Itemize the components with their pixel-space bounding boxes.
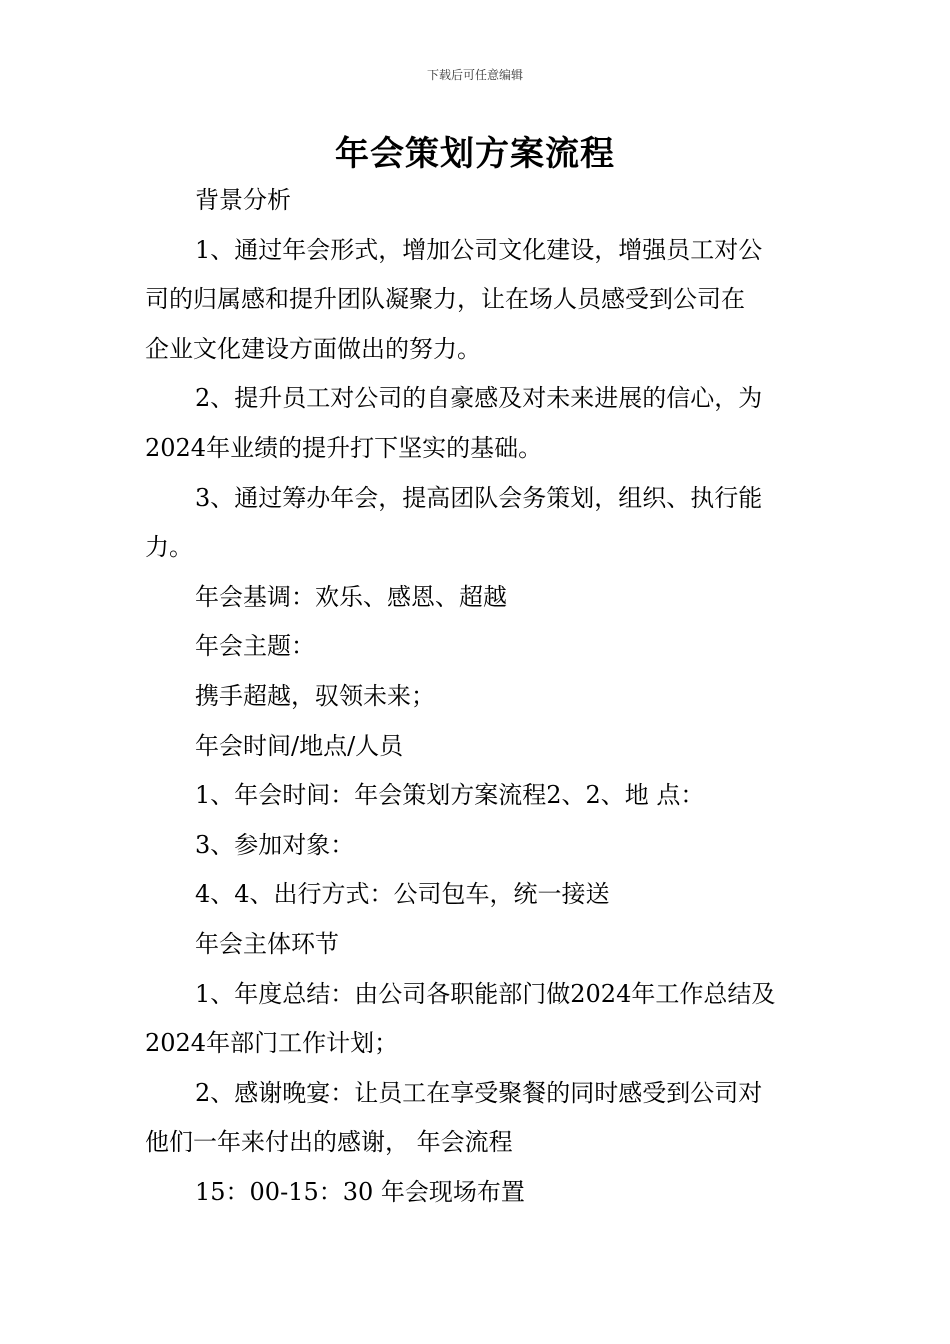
paragraph-line: 1、通过年会形式，增加公司文化建设，增强员工对公: [195, 235, 763, 264]
paragraph-line: 1、年度总结：由公司各职能部门做2024年工作总结及: [195, 979, 776, 1008]
paragraph: [145, 573, 810, 623]
paragraph-line: 企业文化建设方面做出的努力。: [145, 334, 481, 363]
paragraph-line: 年会时间/地点/人员: [195, 731, 404, 760]
paragraph-line: 3、参加对象：: [195, 830, 355, 859]
document-title: 年会策划方案流程: [335, 134, 615, 174]
paragraph-line: 力。: [145, 533, 193, 562]
paragraph: [145, 474, 810, 573]
paragraph-line: 2、感谢晚宴：让员工在享受聚餐的同时感受到公司对: [195, 1078, 763, 1107]
paragraph: [145, 1168, 810, 1218]
paragraph: [145, 672, 810, 722]
paragraph: [145, 622, 810, 672]
paragraph: [145, 920, 810, 970]
paragraph-line: 年会主题：: [195, 632, 315, 661]
paragraph-line: 2、提升员工对公司的自豪感及对未来进展的信心，为: [195, 384, 763, 413]
paragraph-line: 2024年部门工作计划；: [145, 1029, 399, 1058]
paragraph: [145, 870, 810, 920]
paragraph-line: 4、4、出行方式：公司包车，统一接送: [195, 880, 610, 909]
paragraph-line: 15：00-15：30 年会现场布置: [195, 1177, 525, 1206]
paragraph: [145, 1069, 810, 1168]
paragraph: [145, 970, 810, 1069]
paragraph: [145, 176, 810, 226]
paragraph-line: 他们一年来付出的感谢， 年会流程: [145, 1128, 513, 1157]
paragraph-line: 年会基调：欢乐、感恩、超越: [195, 582, 507, 611]
paragraph: [145, 374, 810, 473]
paragraph-line: 携手超越，驭领未来；: [195, 681, 435, 710]
paragraph: [145, 821, 810, 871]
paragraph: [145, 226, 810, 375]
header-note: 下载后可任意编辑: [426, 68, 523, 82]
paragraph-line: 背景分析: [195, 186, 291, 214]
paragraph: [145, 771, 810, 821]
paragraph: [145, 722, 810, 772]
paragraph-line: 司的归属感和提升团队凝聚力，让在场人员感受到公司在: [145, 285, 745, 314]
paragraph-line: 3、通过筹办年会，提高团队会务策划，组织、执行能: [195, 483, 763, 512]
paragraph-line: 1、年会时间：年会策划方案流程2、2、地 点：: [195, 781, 705, 810]
document-body: [145, 176, 810, 1217]
paragraph-line: 年会主体环节: [195, 929, 339, 958]
paragraph-line: 2024年业绩的提升打下坚实的基础。: [145, 433, 543, 462]
